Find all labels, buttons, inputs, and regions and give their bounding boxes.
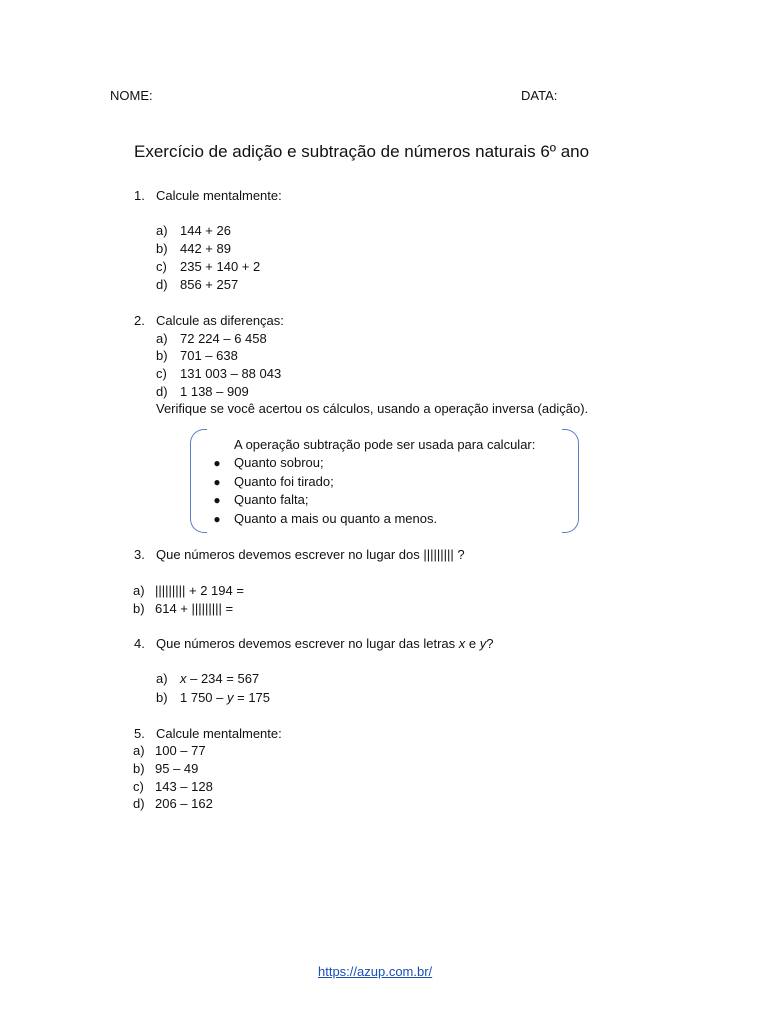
box-bullet-item [206, 492, 308, 508]
question-prompt: Calcule as diferenças: [156, 313, 284, 328]
question-number: 5. [134, 726, 145, 741]
list-item [156, 671, 259, 687]
verification-note: Verifique se você acertou os cálculos, usando a operação inversa (adição). [156, 401, 589, 416]
text-segment: 131 003 – 88 043 [180, 366, 282, 381]
text-segment: 1 750 – [180, 690, 227, 705]
list-item [133, 601, 233, 617]
text-segment: Que números devemos escrever no lugar das letras [156, 636, 459, 651]
text-segment: c) [133, 779, 144, 794]
list-item [156, 366, 281, 382]
text-segment: 235 + 140 + 2 [180, 259, 261, 274]
text-segment: c) [156, 259, 167, 274]
footer [318, 964, 432, 980]
text-segment: Quanto sobrou; [234, 455, 324, 470]
footer-link[interactable]: https://azup.com.br/ [318, 964, 433, 979]
text-segment: y [227, 690, 234, 705]
question-prompt: Que números devemos escrever no lugar dos ||||||||| ? [156, 547, 465, 562]
list-item [133, 779, 213, 795]
question-prompt: Calcule mentalmente: [156, 188, 282, 203]
list-item [133, 583, 244, 599]
list-item [156, 223, 231, 239]
text-segment: 144 + 26 [180, 223, 231, 238]
text-segment: b) [156, 348, 168, 363]
text-segment: d) [156, 277, 168, 292]
question-number: 1. [134, 188, 145, 203]
bullet-icon: ● [213, 475, 221, 489]
list-item [156, 384, 249, 400]
list-item [156, 241, 231, 257]
text-segment: 614 + ||||||||| = [155, 601, 234, 616]
question-4 [134, 636, 493, 652]
box-left-bracket [190, 429, 207, 533]
box-heading: A operação subtração pode ser usada para calcular: [234, 437, 536, 452]
text-segment: = 175 [233, 690, 271, 705]
question-5 [134, 726, 282, 742]
text-segment: 143 – 128 [155, 779, 213, 794]
name-label: NOME: [110, 88, 153, 103]
text-segment: a) [156, 331, 168, 346]
text-segment: x [180, 671, 187, 686]
text-segment: Quanto a mais ou quanto a menos. [234, 511, 438, 526]
text-segment: 1 138 – 909 [180, 384, 249, 399]
text-segment: Quanto foi tirado; [234, 474, 334, 489]
list-item [156, 277, 238, 293]
box-bullet-item [206, 455, 324, 471]
text-segment: a) [133, 743, 145, 758]
box-bullet-item [206, 511, 437, 527]
text-segment: ? [486, 636, 494, 651]
text-segment: d) [156, 384, 168, 399]
text-segment: ||||||||| + 2 194 = [155, 583, 244, 598]
question-2 [134, 313, 284, 329]
text-segment: 206 – 162 [155, 796, 213, 811]
list-item [133, 761, 198, 777]
list-item [133, 743, 206, 759]
text-segment: e [465, 636, 480, 651]
date-label: DATA: [521, 88, 558, 103]
text-segment: 72 224 – 6 458 [180, 331, 267, 346]
text-segment: 856 + 257 [180, 277, 239, 292]
text-segment: b) [156, 241, 168, 256]
text-segment: Quanto falta; [234, 492, 309, 507]
text-segment: – 234 = 567 [186, 671, 260, 686]
list-item [156, 331, 267, 347]
page-title: Exercício de adição e subtração de números naturais 6º ano [134, 142, 590, 161]
question-1 [134, 188, 282, 204]
text-segment: 701 – 638 [180, 348, 238, 363]
question-number: 3. [134, 547, 145, 562]
question-number: 2. [134, 313, 145, 328]
text-segment: a) [133, 583, 145, 598]
question-number: 4. [134, 636, 145, 651]
box-bullet-item [206, 474, 334, 490]
text-segment: c) [156, 366, 167, 381]
text-segment: y [479, 636, 487, 651]
list-item [133, 796, 213, 812]
text-segment: b) [133, 761, 145, 776]
text-segment: x [458, 636, 466, 651]
text-segment: 95 – 49 [155, 761, 199, 776]
text-segment: 442 + 89 [180, 241, 231, 256]
text-segment: b) [133, 601, 145, 616]
text-segment: 100 – 77 [155, 743, 206, 758]
text-segment: a) [156, 223, 168, 238]
question-3 [134, 547, 465, 563]
list-item [156, 690, 270, 706]
text-segment: b) [156, 690, 168, 705]
box-right-bracket [562, 429, 579, 533]
question-prompt: Calcule mentalmente: [156, 726, 282, 741]
bullet-icon: ● [213, 456, 221, 470]
list-item [156, 259, 260, 275]
bullet-icon: ● [213, 493, 221, 507]
text-segment: a) [156, 671, 168, 686]
text-segment: d) [133, 796, 145, 811]
list-item [156, 348, 238, 364]
bullet-icon: ● [213, 512, 221, 526]
